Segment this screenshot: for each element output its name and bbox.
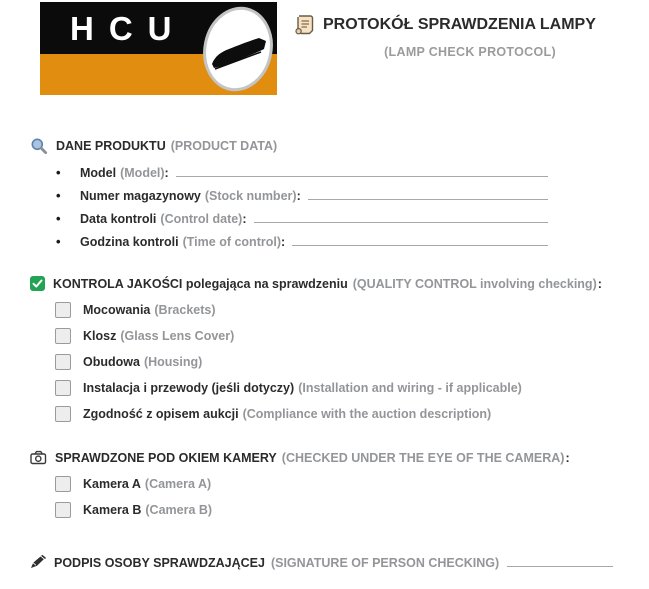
signature-title-en: (SIGNATURE OF PERSON CHECKING): [270, 556, 500, 570]
control-time-fill-line[interactable]: [292, 232, 548, 246]
quality-title-en: (QUALITY CONTROL involving checking): [352, 276, 597, 291]
section-quality-control: [30, 276, 630, 421]
camera-title-en: (CHECKED UNDER THE EYE OF THE CAMERA): [281, 450, 565, 465]
check-row-mocowania: [55, 302, 630, 317]
check-label-en: (Camera A): [144, 476, 212, 491]
field-colon: :: [242, 212, 247, 226]
field-row-control-date: [56, 209, 548, 224]
check-label-pl: Instalacja i przewody (jeśli dotyczy): [83, 380, 295, 395]
field-label-pl: Godzina kontroli: [80, 235, 179, 249]
bullet-dot: •: [56, 165, 61, 180]
checkbox-obudowa[interactable]: [55, 354, 71, 370]
bullet-dot: •: [56, 211, 61, 226]
field-label-en: (Control date): [160, 212, 243, 226]
control-date-fill-line[interactable]: [254, 209, 548, 223]
check-row-kamera-a: [55, 476, 630, 491]
field-label-pl: Numer magazynowy: [80, 189, 201, 203]
product-data-title-pl: DANE PRODUKTU: [56, 139, 166, 153]
check-label-en: (Camera B): [145, 502, 213, 517]
model-fill-line[interactable]: [176, 163, 548, 177]
section-product-data: [30, 137, 630, 247]
bullet-dot: •: [56, 234, 61, 249]
document-header: [292, 13, 622, 59]
magnifier-icon: [30, 137, 48, 155]
quality-title-pl: KONTROLA JAKOŚCI polegająca na sprawdzeniu: [53, 276, 348, 291]
checkbox-mocowania[interactable]: [55, 302, 71, 318]
checkbox-instalacja[interactable]: [55, 380, 71, 396]
check-row-klosz: [55, 328, 630, 343]
section-camera-check: [30, 450, 630, 517]
quality-control-header: [30, 276, 630, 291]
checkbox-kamera-b[interactable]: [55, 502, 71, 518]
check-label-en: (Housing): [143, 354, 203, 369]
logo-text: HCU: [70, 9, 187, 47]
bullet-dot: •: [56, 188, 61, 203]
check-label-en: (Brackets): [154, 302, 216, 317]
camera-title-pl: SPRAWDZONE POD OKIEM KAMERY: [55, 450, 277, 465]
checkbox-zgodnosc[interactable]: [55, 406, 71, 422]
stock-number-fill-line[interactable]: [308, 186, 548, 200]
field-label-pl: Model: [80, 166, 117, 180]
field-row-control-time: [56, 232, 548, 247]
field-label-en: (Time of control): [182, 235, 281, 249]
page-title: PROTOKÓŁ SPRAWDZENIA LAMPY: [323, 16, 596, 33]
scroll-icon: [292, 13, 316, 37]
page-subtitle: (LAMP CHECK PROTOCOL): [384, 45, 556, 59]
signature-row: [30, 553, 630, 570]
car-bumper-oval-icon: [201, 6, 275, 92]
product-data-header: [30, 137, 630, 155]
check-label-pl: Klosz: [83, 328, 117, 343]
field-label-en: (Stock number): [204, 189, 297, 203]
check-label-pl: Obudowa: [83, 354, 140, 369]
field-colon: :: [281, 235, 286, 249]
field-label-en: (Model): [120, 166, 165, 180]
check-row-kamera-b: [55, 502, 630, 517]
checkbox-kamera-a[interactable]: [55, 476, 71, 492]
check-label-en: (Compliance with the auction description): [242, 406, 492, 421]
title-row: [292, 13, 622, 37]
camera-check-header: [30, 450, 630, 465]
check-label-pl: Mocowania: [83, 302, 151, 317]
checkbox-klosz[interactable]: [55, 328, 71, 344]
field-row-model: [56, 163, 548, 178]
check-label-pl: Kamera B: [83, 502, 142, 517]
check-row-instalacja: [55, 380, 630, 395]
check-label-en: (Installation and wiring - if applicable): [298, 380, 522, 395]
field-colon: :: [296, 189, 301, 203]
green-check-icon: [30, 276, 45, 291]
camera-title-colon: :: [565, 450, 570, 465]
check-label-pl: Zgodność z opisem aukcji: [83, 406, 239, 421]
signature-title-pl: PODPIS OSOBY SPRAWDZAJĄCEJ: [54, 556, 265, 570]
writing-hand-icon: [30, 555, 46, 569]
field-row-stock-number: [56, 186, 548, 201]
check-label-pl: Kamera A: [83, 476, 141, 491]
hcu-logo: [40, 2, 277, 95]
check-label-en: (Glass Lens Cover): [120, 328, 235, 343]
field-label-pl: Data kontroli: [80, 212, 157, 226]
check-row-obudowa: [55, 354, 630, 369]
camera-icon: [30, 450, 47, 465]
check-row-zgodnosc: [55, 406, 630, 421]
product-data-title-en: (PRODUCT DATA): [170, 139, 278, 153]
signature-fill-line[interactable]: [507, 553, 613, 567]
quality-title-colon: :: [597, 276, 602, 291]
field-colon: :: [164, 166, 169, 180]
section-signature: [30, 553, 630, 570]
